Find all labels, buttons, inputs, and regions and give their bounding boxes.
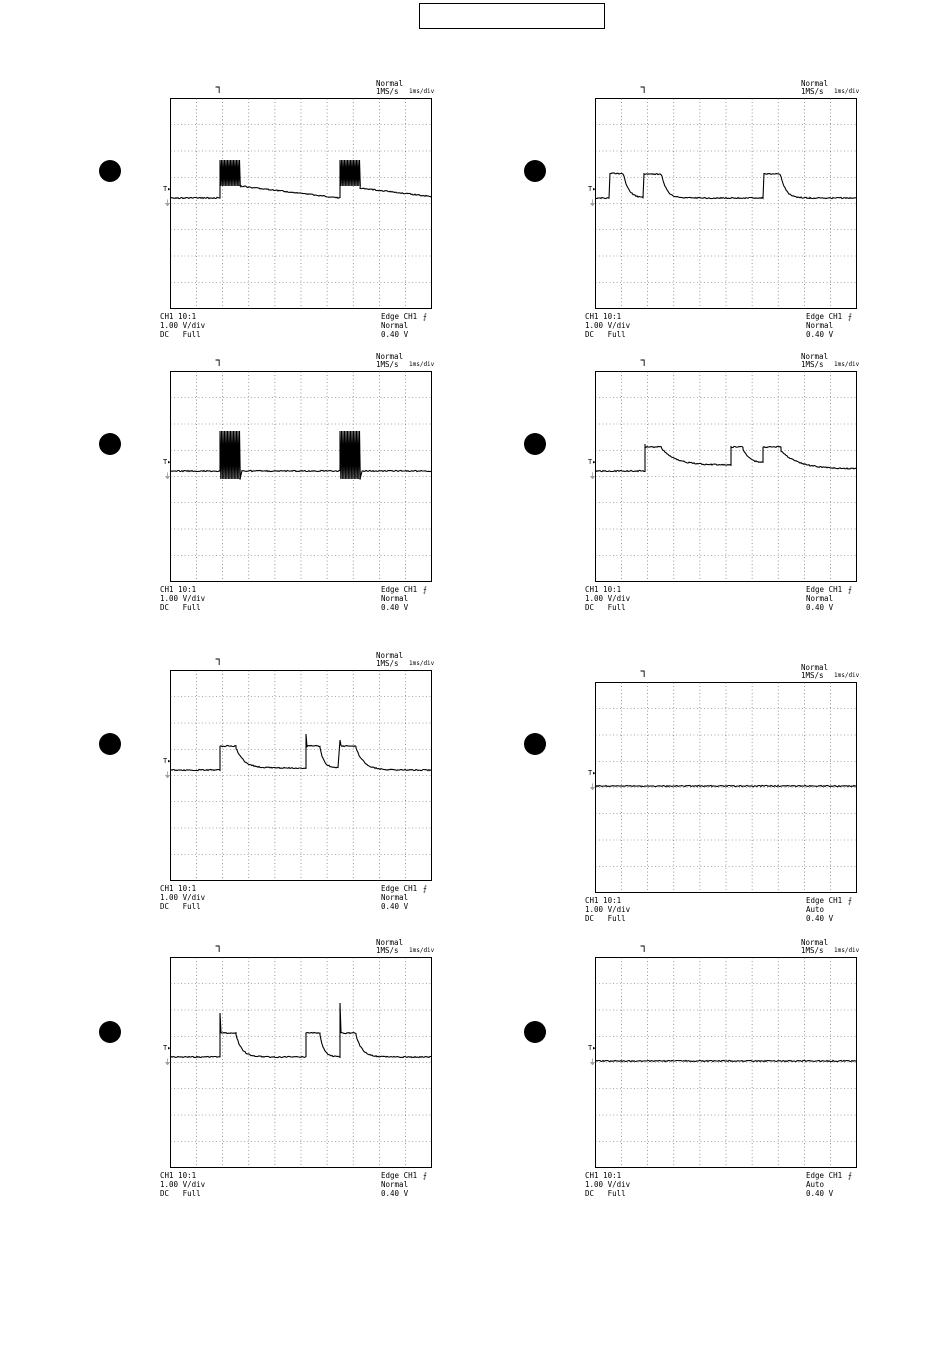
acq-mode: Normal [376,79,404,88]
trigger-position-icon: ᒣ [640,670,646,680]
panel-marker-dot [524,433,546,455]
time-div: 1ms/div [834,672,860,679]
coupling-bw: DC Full [160,330,201,339]
trigger-type: Edge CH1 [381,884,418,893]
scope-grid-1 [170,98,433,310]
rising-edge-icon: ⨍ [423,585,427,594]
acq-mode: Normal [801,352,829,361]
scope-panel-2 [583,80,883,350]
trigger-type: Edge CH1 [806,896,843,905]
rising-edge-icon: ⨍ [423,884,427,893]
channel-probe: CH1 10:1 [160,884,197,893]
panel-marker-dot [99,160,121,182]
trigger-mode: Auto [806,905,825,914]
sample-rate: 1MS/s [376,360,399,369]
scope-panel-6 [583,664,883,934]
ground-marker-icon: ⏚ [164,472,171,480]
coupling-bw: DC Full [585,330,626,339]
trigger-position-icon: ᒣ [640,945,646,955]
channel-probe: CH1 10:1 [160,1171,197,1180]
trigger-position-icon: ᒣ [215,945,221,955]
scope-panel-7 [158,939,458,1209]
panel-marker-dot [524,160,546,182]
volts-div: 1.00 V/div [585,594,631,603]
scope-grid-3 [170,371,433,583]
time-div: 1ms/div [834,361,860,368]
trigger-level: 0.40 V [381,330,409,339]
volts-div: 1.00 V/div [585,905,631,914]
sample-rate: 1MS/s [801,946,824,955]
coupling-bw: DC Full [585,1189,626,1198]
trigger-level: 0.40 V [806,603,834,612]
rising-edge-icon: ⨍ [423,1171,427,1180]
ground-marker-icon: ⏚ [164,771,171,779]
time-div: 1ms/div [834,947,860,954]
trigger-level-icon: T▸ [163,458,172,466]
channel-probe: CH1 10:1 [585,312,622,321]
scope-panel-5 [158,652,458,922]
channel-probe: CH1 10:1 [585,585,622,594]
volts-div: 1.00 V/div [585,1180,631,1189]
rising-edge-icon: ⨍ [848,585,852,594]
sample-rate: 1MS/s [801,87,824,96]
trigger-level-icon: T▸ [163,1044,172,1052]
scope-panel-8 [583,939,883,1209]
scope-panel-4 [583,353,883,623]
panel-marker-dot [524,1021,546,1043]
acq-mode: Normal [376,651,404,660]
trigger-type: Edge CH1 [806,1171,843,1180]
trigger-mode: Auto [806,1180,825,1189]
trigger-type: Edge CH1 [381,585,418,594]
trigger-mode: Normal [381,321,409,330]
trigger-level: 0.40 V [806,330,834,339]
time-div: 1ms/div [409,947,435,954]
channel-probe: CH1 10:1 [585,1171,622,1180]
trigger-level-icon: T▸ [588,1044,597,1052]
panel-marker-dot [99,433,121,455]
trigger-mode: Normal [381,594,409,603]
panel-marker-dot [524,733,546,755]
waveform-trace [595,1060,856,1061]
trigger-mode: Normal [806,594,834,603]
rising-edge-icon: ⨍ [423,312,427,321]
header-box [419,3,605,29]
acq-mode: Normal [801,663,829,672]
scope-grid-2 [595,98,858,310]
volts-div: 1.00 V/div [160,321,206,330]
scope-grid-5 [170,670,433,882]
channel-probe: CH1 10:1 [160,312,197,321]
scope-grid-7 [170,957,433,1169]
acq-mode: Normal [801,79,829,88]
trigger-type: Edge CH1 [806,312,843,321]
volts-div: 1.00 V/div [160,594,206,603]
trigger-level-icon: T▸ [163,185,172,193]
trigger-type: Edge CH1 [806,585,843,594]
time-div: 1ms/div [409,361,435,368]
sample-rate: 1MS/s [801,360,824,369]
trigger-level-icon: T▸ [163,757,172,765]
ground-marker-icon: ⏚ [589,783,596,791]
trigger-type: Edge CH1 [381,312,418,321]
coupling-bw: DC Full [585,914,626,923]
channel-probe: CH1 10:1 [585,896,622,905]
trigger-mode: Normal [806,321,834,330]
trigger-mode: Normal [381,1180,409,1189]
acq-mode: Normal [801,938,829,947]
sample-rate: 1MS/s [376,659,399,668]
ground-marker-icon: ⏚ [589,472,596,480]
scope-grid-4 [595,371,858,583]
coupling-bw: DC Full [160,603,201,612]
panel-marker-dot [99,733,121,755]
trigger-level: 0.40 V [381,603,409,612]
sample-rate: 1MS/s [376,946,399,955]
sample-rate: 1MS/s [801,671,824,680]
trigger-level-icon: T▸ [588,769,597,777]
scope-panel-3 [158,353,458,623]
trigger-type: Edge CH1 [381,1171,418,1180]
channel-probe: CH1 10:1 [160,585,197,594]
trigger-level: 0.40 V [381,902,409,911]
trigger-level-icon: T▸ [588,458,597,466]
sample-rate: 1MS/s [376,87,399,96]
trigger-position-icon: ᒣ [640,86,646,96]
trigger-position-icon: ᒣ [640,359,646,369]
volts-div: 1.00 V/div [160,1180,206,1189]
trigger-position-icon: ᒣ [215,359,221,369]
scope-panel-1 [158,80,458,350]
volts-div: 1.00 V/div [585,321,631,330]
trigger-level-icon: T▸ [588,185,597,193]
scope-grid-6 [595,682,858,894]
time-div: 1ms/div [409,88,435,95]
ground-marker-icon: ⏚ [589,1058,596,1066]
acq-mode: Normal [376,938,404,947]
rising-edge-icon: ⨍ [848,1171,852,1180]
coupling-bw: DC Full [585,603,626,612]
trigger-level: 0.40 V [806,1189,834,1198]
trigger-position-icon: ᒣ [215,658,221,668]
rising-edge-icon: ⨍ [848,312,852,321]
rising-edge-icon: ⨍ [848,896,852,905]
coupling-bw: DC Full [160,902,201,911]
trigger-level: 0.40 V [806,914,834,923]
time-div: 1ms/div [409,660,435,667]
ground-marker-icon: ⏚ [164,199,171,207]
acq-mode: Normal [376,352,404,361]
volts-div: 1.00 V/div [160,893,206,902]
trigger-level: 0.40 V [381,1189,409,1198]
ground-marker-icon: ⏚ [589,199,596,207]
trigger-position-icon: ᒣ [215,86,221,96]
scope-grid-8 [595,957,858,1169]
trigger-mode: Normal [381,893,409,902]
coupling-bw: DC Full [160,1189,201,1198]
time-div: 1ms/div [834,88,860,95]
ground-marker-icon: ⏚ [164,1058,171,1066]
panel-marker-dot [99,1021,121,1043]
